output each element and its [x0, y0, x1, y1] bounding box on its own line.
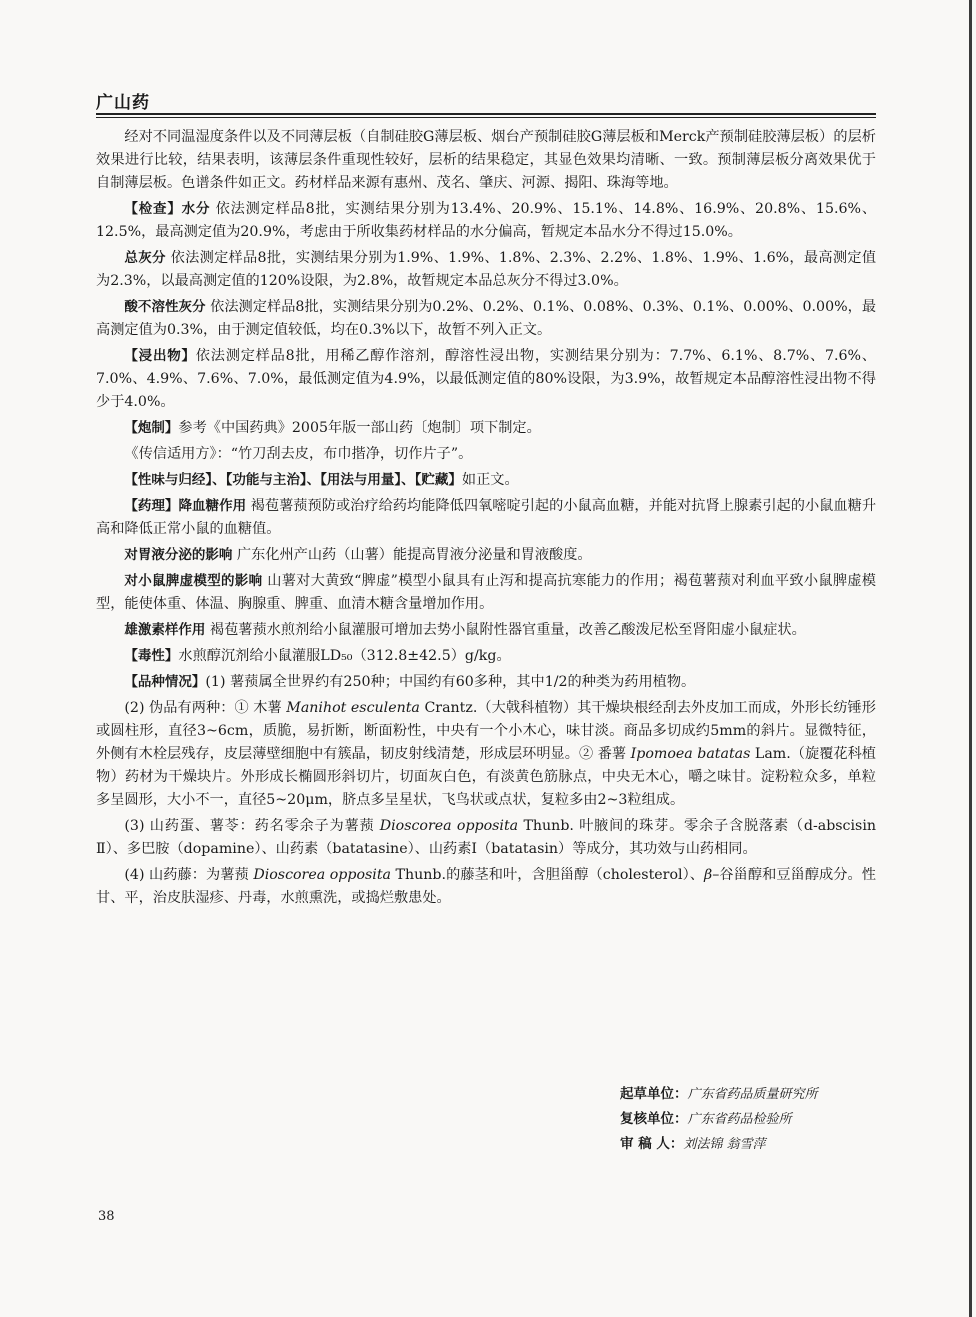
heading-total-ash: 总灰分: [124, 250, 166, 266]
paragraph-counterfeits: (2) 伪品有两种：① 木薯 Manihot esculenta Crantz.（大戟科植物）其干燥块根经刮去外皮加工而成，外形长纺锤形或圆柱形，直径3~6cm，质脆，易折断，断面粉性，中央有一个小木心，味甘淡。商品多切成约5mm的斜片。显微特征，外侧有木栓层残存，皮层薄壁细胞中有簇晶，韧皮射线清楚，形成层环明显。② 番薯 Ipomoea batatas Lam.（旋覆花科植物）药材为干燥块片。外形成长椭圆形斜切片，切面灰白色，有淡黄色筋脉点，中央无木心，嚼之味甘。淀粉粒众多，单粒多呈圆形，大小不一，直径5~20μm，脐点多呈星状，飞鸟状或点状，复粒多由2~3粒组成。: [96, 700, 876, 808]
header-rule-thick: [96, 113, 876, 115]
paragraph-tlc: 经对不同温湿度条件以及不同薄层板（自制硅胶G薄层板、烟台产预制硅胶G薄层板和Merck产预制硅胶薄层板）的层析效果进行比较，结果表明，该薄层条件重现性较好，层析的结果稳定，其显色效果均清晰、一致。预制薄层板分离效果优于自制薄层板。色谱条件如正文。药材样品来源有惠州、茂名、肇庆、河源、揭阳、珠海等地。: [96, 129, 876, 191]
paragraph-pharmacology: 【药理】降血糖作用 褐苞薯蓣预防或治疗给药均能降低四氧嘧啶引起的小鼠高血糖，并能对抗肾上腺素引起的小鼠血糖升高和降低正常小鼠的血糖值。: [96, 498, 877, 537]
paragraph-varieties: 【品种情况】(1) 薯蓣属全世界约有250种；中国约有60多种，其中1/2的种类为药用植物。: [124, 674, 696, 690]
heading-androgen: 雄激素样作用: [124, 622, 206, 638]
paragraph-processing: 【炮制】参考《中国药典》2005年版一部山药〔炮制〕项下制定。: [124, 420, 541, 436]
main-text: [96, 126, 876, 913]
signoff-block: [620, 1082, 818, 1157]
heading-extract: 【浸出物】: [124, 348, 196, 364]
heading-toxicity: 【毒性】: [124, 648, 179, 664]
paragraph-extract: 【浸出物】依法测定样品8批，用稀乙醇作溶剂，醇溶性浸出物，实测结果分别为：7.7%、6.1%、8.7%、7.6%、7.0%、4.9%、7.6%、7.0%，最低测定值为4.9%，以最低测定值的80%设限，为3.9%，故暂规定本品醇溶性浸出物不得少于4.0%。: [96, 348, 876, 410]
paragraph-vine: (4) 山药藤：为薯蓣 Dioscorea opposita Thunb.的藤茎和叶，含胆甾醇（cholesterol）、β–谷甾醇和豆甾醇成分。性甘、平，治皮肤湿疹、丹毒，水煎熏洗，或捣烂敷患处。: [96, 867, 876, 906]
paragraph-quote: 《传信适用方》：“竹刀刮去皮，布巾揩净，切作片子”。: [124, 446, 473, 462]
scan-edge-shadow: [969, 0, 972, 1317]
paragraph-moisture: 【检查】水分 依法测定样品8批，实测结果分别为13.4%、20.9%、15.1%、14.8%、16.9%、20.8%、15.6%、12.5%，最高测定值为20.9%，考虑由于所收集药材样品的水分偏高，暂规定本品水分不得过15.0%。: [96, 201, 877, 240]
signoff-reviewer: 复核单位：广东省药品检验所: [620, 1111, 792, 1127]
heading-varieties: 【品种情况】: [124, 674, 206, 690]
heading-spleen: 对小鼠脾虚模型的影响: [124, 573, 263, 589]
paragraph-androgen: 雄激素样作用 褐苞薯蓣水煎剂给小鼠灌服可增加去势小鼠附性器官重量，改善乙酸泼尼松至肾阳虚小鼠症状。: [124, 622, 806, 638]
running-header: 广山药: [96, 93, 150, 113]
page-number: 38: [98, 1209, 115, 1224]
paragraph-acid-ash: 酸不溶性灰分 依法测定样品8批，实测结果分别为0.2%、0.2%、0.1%、0.08%、0.3%、0.1%、0.00%、0.00%，最高测定值为0.3%，由于测定值较低，均在0.3%以下，故暂不列入正文。: [96, 299, 877, 338]
heading-processing: 【炮制】: [124, 420, 179, 436]
paragraph-total-ash: 总灰分 依法测定样品8批，实测结果分别为1.9%、1.9%、1.8%、2.3%、2.2%、1.8%、1.9%、1.6%，最高测定值为2.3%，以最高测定值的120%设限，为2.8%，故暂规定本品总灰分不得过3.0%。: [96, 250, 877, 289]
heading-moisture: 【检查】水分: [124, 201, 211, 217]
paragraph-spleen: 对小鼠脾虚模型的影响 山薯对大黄致“脾虚”模型小鼠具有止泻和提高抗寒能力的作用；褐苞薯蓣对利血平致小鼠脾虚模型，能使体重、体温、胸腺重、脾重、血清木糖含量增加作用。: [96, 573, 876, 612]
heading-acid-ash: 酸不溶性灰分: [124, 299, 206, 315]
header-rule-thin: [96, 117, 876, 118]
heading-gastric: 对胃液分泌的影响: [124, 547, 233, 563]
paragraph-bulbils: (3) 山药蛋、薯苓：药名零余子为薯蓣 Dioscorea opposita Thunb. 叶腋间的珠芽。零余子含脱落素（d-abscisin Ⅱ）、多巴胺（dopamine）、山药素（batatasine）、山药素Ⅰ（batatasin）等成分，其功效与山药相同。: [96, 818, 876, 857]
signoff-editor: 审 稿 人：刘法锦 翁雪萍: [620, 1136, 766, 1152]
paragraph-properties: 【性味与归经】、【功能与主治】、【用法与用量】、【贮藏】如正文。: [124, 472, 519, 488]
signoff-drafter: 起草单位：广东省药品质量研究所: [620, 1086, 818, 1102]
heading-properties: 【性味与归经】、【功能与主治】、【用法与用量】、【贮藏】: [124, 472, 462, 488]
paragraph-gastric: 对胃液分泌的影响 广东化州产山药（山薯）能提高胃液分泌量和胃液酸度。: [124, 547, 592, 563]
heading-pharmacology: 【药理】降血糖作用: [124, 498, 247, 514]
paragraph-toxicity: 【毒性】水煎醇沉剂给小鼠灌服LD₅₀（312.8±42.5）g/kg。: [124, 648, 511, 664]
